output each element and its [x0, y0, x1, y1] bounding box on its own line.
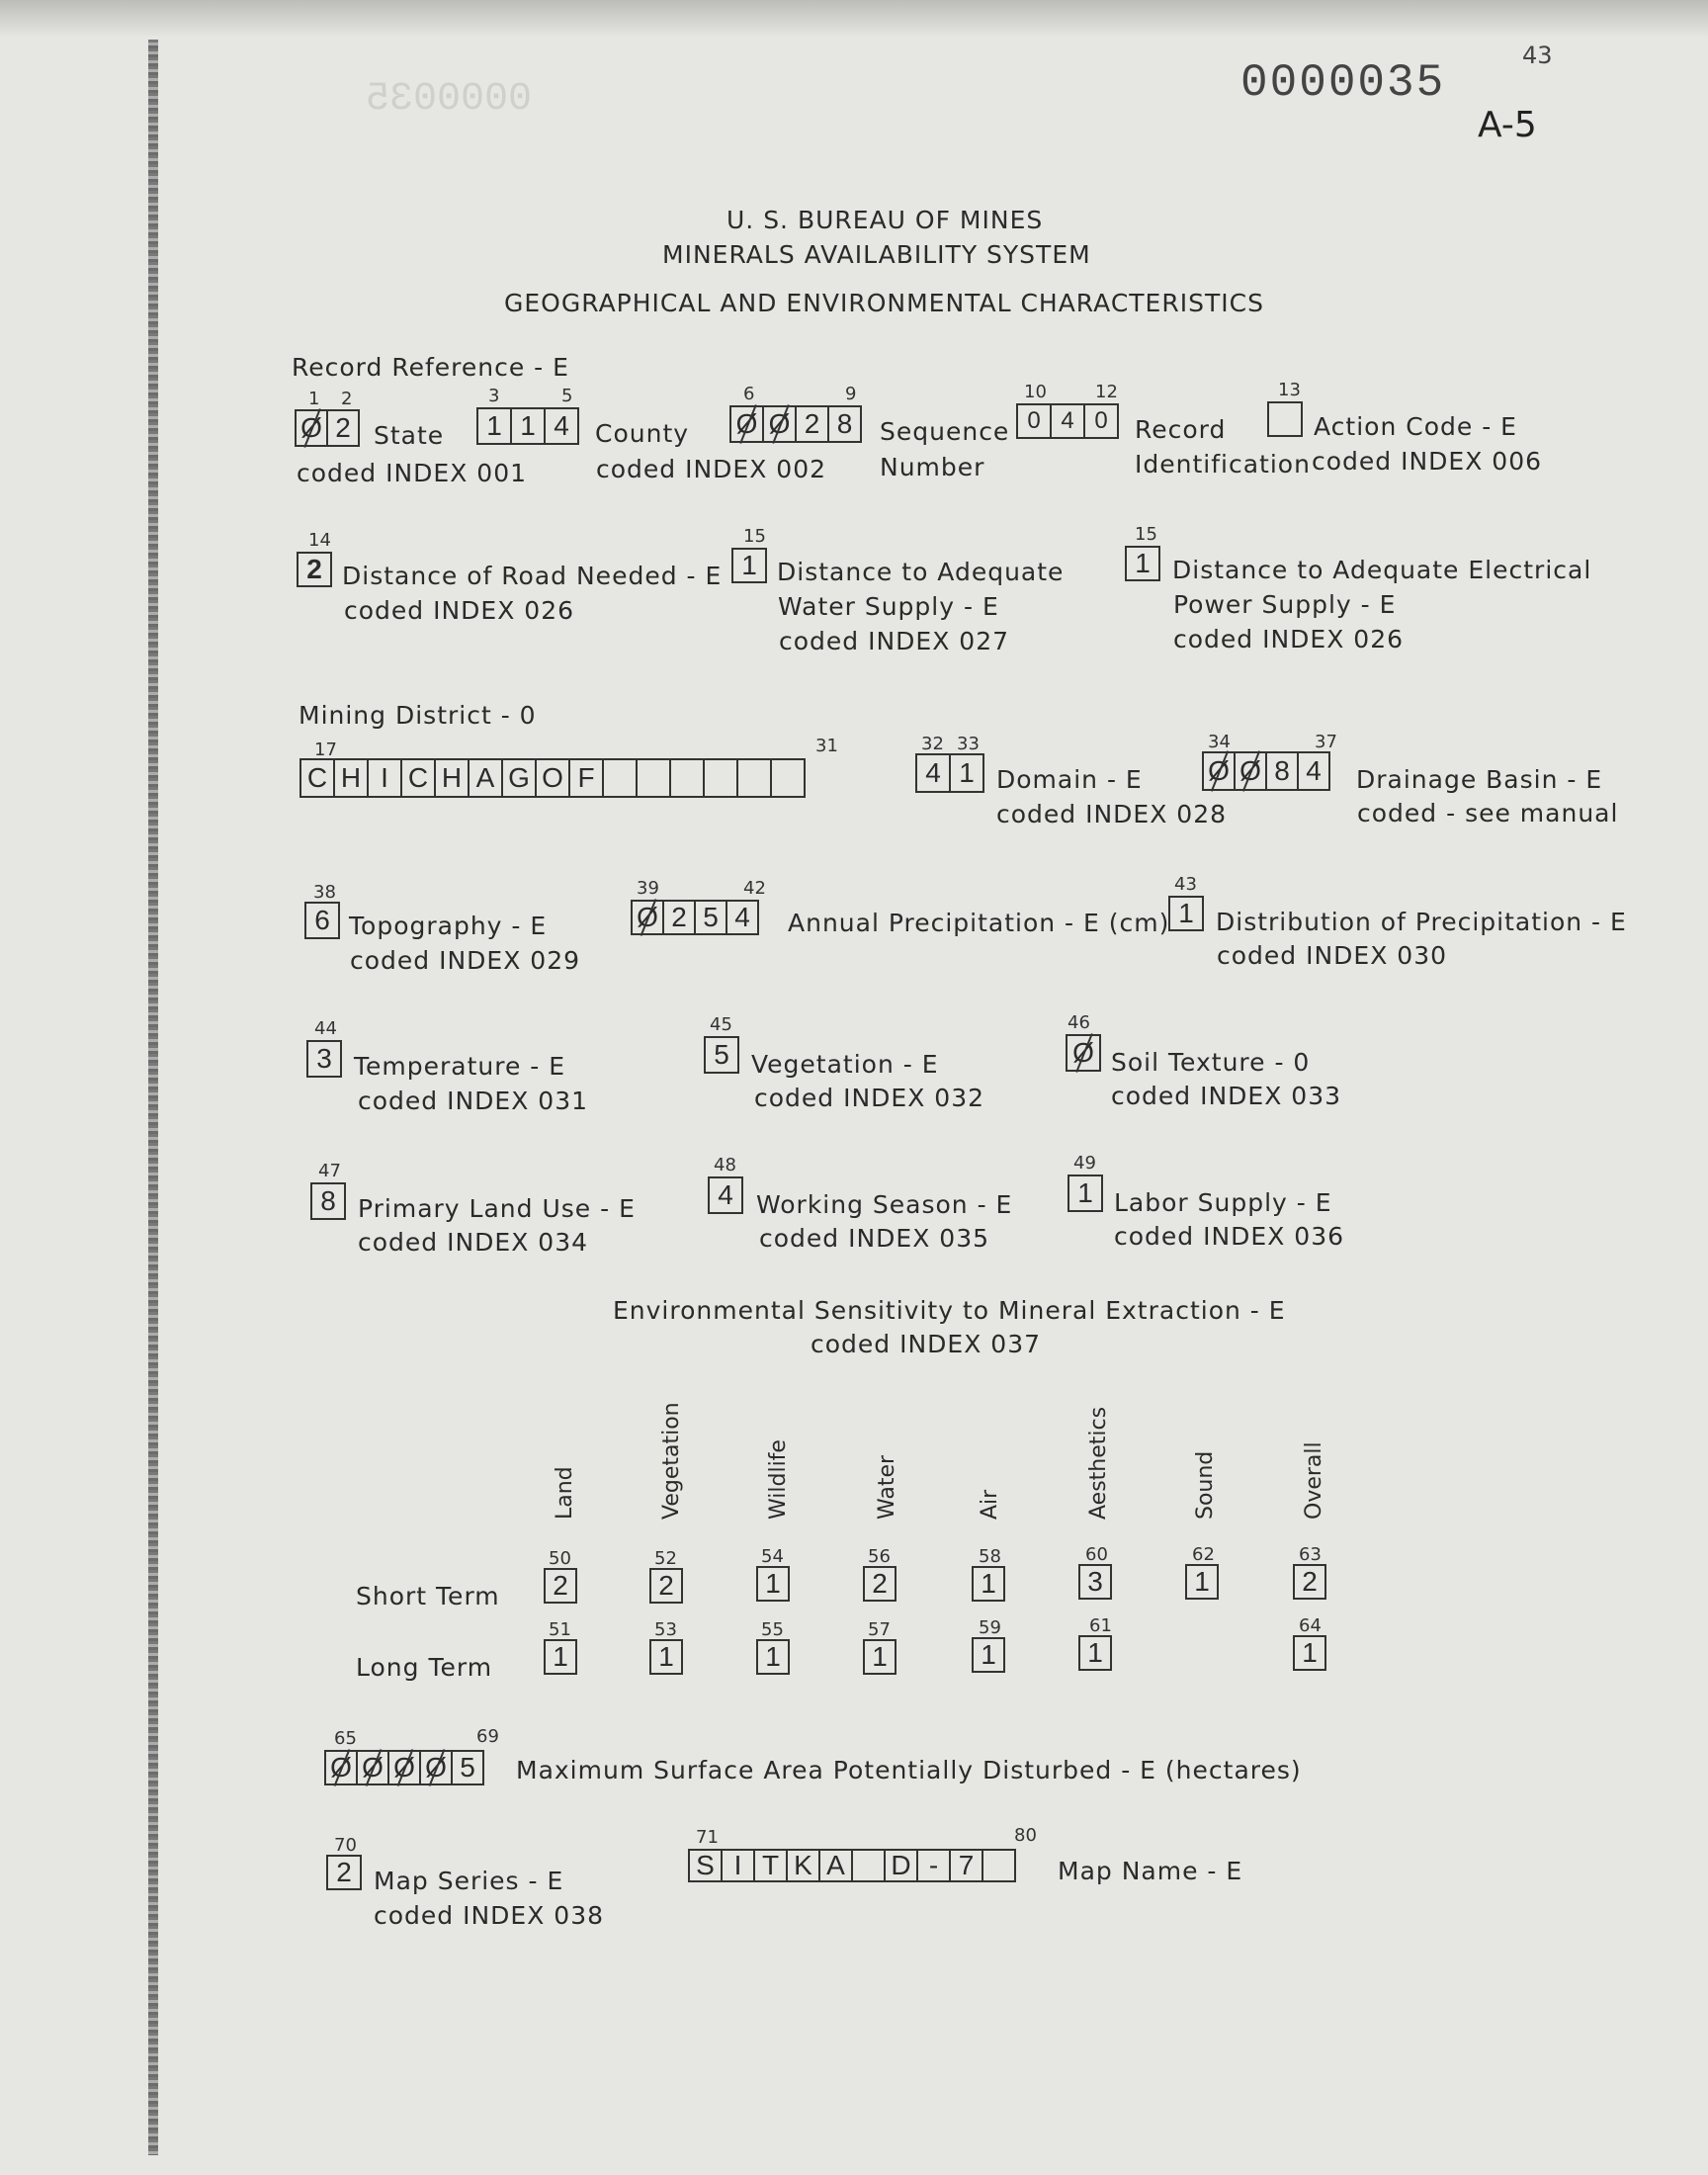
- code-cell: Ø: [1066, 1034, 1101, 1072]
- code-cell: O: [535, 758, 570, 798]
- col-number: 61: [1089, 1615, 1112, 1636]
- col-number: 54: [761, 1546, 784, 1567]
- code-cell: Ø: [1202, 751, 1236, 791]
- col-number: 65: [334, 1728, 357, 1749]
- power-label-2: Power Supply - E: [1173, 590, 1397, 619]
- action-code-label: Action Code - E: [1314, 412, 1517, 441]
- power-sub: coded INDEX 026: [1173, 625, 1405, 653]
- surface-area-boxes: [324, 1750, 484, 1785]
- code-cell: 2: [795, 405, 829, 443]
- sequence-label: Sequence: [880, 417, 1010, 446]
- sensitivity-column-label: Aesthetics: [1086, 1406, 1111, 1520]
- code-cell: 1: [972, 1637, 1005, 1673]
- short-term-box: [544, 1568, 577, 1604]
- state-label: State: [374, 421, 445, 450]
- code-cell: 4: [915, 753, 951, 793]
- code-cell: -: [916, 1849, 951, 1882]
- road-sub: coded INDEX 026: [344, 596, 575, 625]
- sensitivity-column-label: Vegetation: [659, 1402, 684, 1520]
- water-label: Distance to Adequate: [777, 558, 1065, 586]
- code-cell: 8: [310, 1182, 346, 1220]
- col-number: 52: [654, 1548, 677, 1569]
- mining-district-label: Mining District - 0: [299, 701, 537, 730]
- col-number: 64: [1299, 1615, 1322, 1636]
- power-label: Distance to Adequate Electrical: [1172, 556, 1592, 584]
- code-cell: 2: [297, 552, 332, 587]
- col-number: 56: [868, 1546, 891, 1567]
- long-term-box: [649, 1639, 683, 1675]
- county-code-boxes: [476, 407, 579, 445]
- short-term-box: [649, 1568, 683, 1604]
- sensitivity-column-label: Land: [553, 1466, 577, 1520]
- code-cell: 4: [708, 1176, 743, 1214]
- code-cell: 1: [863, 1639, 897, 1675]
- domain-boxes: [915, 753, 984, 793]
- code-cell: [669, 758, 705, 798]
- code-cell: 1: [972, 1566, 1005, 1602]
- col-number: 31: [815, 736, 838, 756]
- col-number: 49: [1073, 1153, 1096, 1174]
- col-number: 51: [549, 1619, 571, 1640]
- code-cell: 4: [1297, 751, 1330, 791]
- distribution-precip-box: [1168, 896, 1204, 931]
- short-term-box: [1078, 1564, 1112, 1600]
- code-cell: 6: [304, 902, 340, 939]
- code-cell: Ø: [324, 1750, 358, 1785]
- col-number: 3: [488, 386, 500, 406]
- code-cell: 0: [1016, 403, 1052, 439]
- action-code-sub: coded INDEX 006: [1312, 447, 1543, 476]
- record-id-boxes: [1016, 403, 1119, 439]
- action-code-box: [1267, 401, 1303, 437]
- code-cell: 1: [731, 548, 767, 583]
- col-number: 43: [1174, 874, 1197, 895]
- working-season-box: [708, 1176, 743, 1214]
- col-number: 71: [696, 1827, 719, 1848]
- temperature-box: [306, 1040, 342, 1078]
- binding-edge: [148, 40, 158, 2155]
- road-label: Distance of Road Needed - E: [342, 562, 723, 590]
- col-number: 58: [979, 1546, 1001, 1567]
- map-series-box: [326, 1855, 362, 1890]
- temperature-sub: coded INDEX 031: [358, 1087, 589, 1115]
- col-number: 46: [1068, 1012, 1090, 1033]
- sequence-sub: Number: [880, 453, 985, 481]
- code-cell: 4: [726, 900, 759, 935]
- col-number: 45: [710, 1014, 732, 1035]
- code-cell: 1: [544, 1639, 577, 1675]
- distribution-precip-label: Distribution of Precipitation - E: [1216, 908, 1627, 936]
- record-label: Record: [1135, 415, 1227, 444]
- code-cell: H: [434, 758, 470, 798]
- col-number: 62: [1192, 1544, 1215, 1565]
- code-cell: D: [884, 1849, 918, 1882]
- water-label-2: Water Supply - E: [778, 592, 999, 621]
- code-cell: 1: [1078, 1635, 1112, 1671]
- form-title: GEOGRAPHICAL AND ENVIRONMENTAL CHARACTERISTICS: [504, 289, 1264, 317]
- col-number: 5: [561, 386, 573, 406]
- col-number: 34: [1208, 732, 1231, 752]
- long-term-box: [863, 1639, 897, 1675]
- temperature-label: Temperature - E: [354, 1052, 566, 1081]
- topography-sub: coded INDEX 029: [350, 946, 581, 975]
- sensitivity-column-label: Wildlife: [766, 1439, 791, 1520]
- land-use-sub: coded INDEX 034: [358, 1228, 589, 1257]
- record-sub: Identification: [1135, 450, 1311, 478]
- code-cell: 2: [326, 1855, 362, 1890]
- code-cell: F: [568, 758, 604, 798]
- document-number-stamp: 0000035: [1240, 57, 1446, 109]
- col-number: 44: [314, 1018, 337, 1039]
- record-reference-label: Record Reference - E: [292, 353, 569, 382]
- road-code-box: [297, 552, 332, 587]
- mining-district-boxes: [299, 758, 806, 798]
- code-cell: S: [688, 1849, 723, 1882]
- code-cell: K: [786, 1849, 820, 1882]
- sensitivity-column-label: Air: [978, 1489, 1002, 1520]
- distribution-precip-sub: coded INDEX 030: [1217, 941, 1448, 970]
- map-name-boxes: [688, 1849, 1016, 1882]
- code-cell: 5: [451, 1750, 484, 1785]
- labor-supply-sub: coded INDEX 036: [1114, 1222, 1345, 1251]
- page-code: A-5: [1478, 105, 1537, 145]
- col-number: 39: [637, 878, 659, 899]
- labor-supply-box: [1068, 1174, 1103, 1212]
- system-heading: MINERALS AVAILABILITY SYSTEM: [662, 240, 1091, 269]
- code-cell: 5: [704, 1036, 739, 1074]
- code-cell: 1: [510, 407, 546, 445]
- col-number: 13: [1278, 380, 1301, 400]
- code-cell: 2: [649, 1568, 683, 1604]
- col-number: 6: [743, 384, 755, 404]
- code-cell: [602, 758, 638, 798]
- code-cell: 8: [1265, 751, 1299, 791]
- col-number: 60: [1085, 1544, 1108, 1565]
- col-number: 14: [308, 530, 331, 551]
- code-cell: 1: [1125, 546, 1160, 581]
- code-cell: [851, 1849, 886, 1882]
- col-number: 63: [1299, 1544, 1322, 1565]
- code-cell: 2: [1293, 1564, 1326, 1600]
- long-term-box: [1078, 1635, 1112, 1671]
- long-term-label: Long Term: [356, 1653, 493, 1682]
- code-cell: 7: [949, 1849, 983, 1882]
- code-cell: 1: [1068, 1174, 1103, 1212]
- col-number: 47: [318, 1161, 341, 1181]
- code-cell: Ø: [356, 1750, 389, 1785]
- code-cell: 8: [827, 405, 862, 443]
- topography-label: Topography - E: [349, 912, 548, 940]
- precipitation-label: Annual Precipitation - E (cm): [788, 909, 1170, 937]
- code-cell: 1: [1168, 896, 1204, 931]
- bleed-through-number: 0000035: [366, 77, 533, 122]
- col-number: 69: [476, 1726, 499, 1747]
- land-use-box: [310, 1182, 346, 1220]
- code-cell: 0: [1083, 403, 1119, 439]
- map-series-label: Map Series - E: [374, 1867, 564, 1895]
- code-cell: C: [299, 758, 335, 798]
- long-term-box: [544, 1639, 577, 1675]
- precipitation-boxes: [631, 900, 759, 935]
- code-cell: [982, 1849, 1016, 1882]
- drainage-basin-boxes: [1202, 751, 1330, 791]
- code-cell: 1: [476, 407, 512, 445]
- map-name-label: Map Name - E: [1058, 1857, 1243, 1885]
- labor-supply-label: Labor Supply - E: [1114, 1188, 1332, 1217]
- col-number: 57: [868, 1619, 891, 1640]
- col-number: 15: [1135, 524, 1157, 545]
- vegetation-label: Vegetation - E: [751, 1050, 939, 1079]
- code-cell: 4: [1050, 403, 1085, 439]
- code-cell: 1: [756, 1639, 790, 1675]
- sensitivity-title: Environmental Sensitivity to Mineral Extraction - E: [613, 1296, 1286, 1325]
- sensitivity-sub: coded INDEX 037: [811, 1330, 1042, 1358]
- scan-top-edge: [0, 0, 1708, 38]
- col-number: 9: [845, 384, 857, 404]
- agency-heading: U. S. BUREAU OF MINES: [726, 206, 1044, 234]
- col-number: 50: [549, 1548, 571, 1569]
- code-cell: 5: [694, 900, 727, 935]
- water-sub: coded INDEX 027: [779, 627, 1010, 655]
- soil-texture-box: [1066, 1034, 1101, 1072]
- state-code-boxes: [295, 409, 360, 447]
- code-cell: H: [333, 758, 369, 798]
- col-number: 17: [314, 740, 337, 760]
- col-number: 1: [308, 389, 320, 409]
- code-cell: [703, 758, 738, 798]
- sensitivity-column-label: Overall: [1302, 1441, 1326, 1520]
- col-number: 10: [1024, 382, 1047, 402]
- col-number: 42: [743, 878, 766, 899]
- working-season-sub: coded INDEX 035: [759, 1224, 990, 1253]
- code-cell: T: [753, 1849, 788, 1882]
- drainage-label: Drainage Basin - E: [1356, 765, 1603, 794]
- col-number: 80: [1014, 1825, 1037, 1846]
- code-cell: G: [501, 758, 537, 798]
- vegetation-box: [704, 1036, 739, 1074]
- code-cell: 1: [1185, 1564, 1219, 1600]
- vegetation-sub: coded INDEX 032: [754, 1084, 985, 1112]
- short-term-box: [1293, 1564, 1326, 1600]
- col-number: 12: [1095, 382, 1118, 402]
- map-series-sub: coded INDEX 038: [374, 1901, 605, 1930]
- code-cell: Ø: [631, 900, 664, 935]
- corner-page-number: 43: [1522, 42, 1553, 69]
- col-number: 32: [921, 734, 944, 754]
- code-cell: [1267, 401, 1303, 437]
- col-number: 55: [761, 1619, 784, 1640]
- code-cell: Ø: [387, 1750, 421, 1785]
- code-cell: Ø: [419, 1750, 453, 1785]
- code-cell: [770, 758, 806, 798]
- sequence-code-boxes: [729, 405, 862, 443]
- code-cell: A: [818, 1849, 853, 1882]
- code-cell: 4: [544, 407, 579, 445]
- col-number: 33: [957, 734, 980, 754]
- code-cell: 2: [326, 409, 360, 447]
- short-term-box: [863, 1566, 897, 1602]
- code-cell: 1: [1293, 1635, 1326, 1671]
- code-cell: Ø: [762, 405, 797, 443]
- state-sub: coded INDEX 001: [297, 459, 528, 487]
- code-cell: I: [721, 1849, 755, 1882]
- short-term-label: Short Term: [356, 1582, 500, 1610]
- code-cell: C: [400, 758, 436, 798]
- short-term-box: [756, 1566, 790, 1602]
- code-cell: [736, 758, 772, 798]
- col-number: 15: [743, 526, 766, 547]
- county-sub: coded INDEX 002: [596, 455, 827, 483]
- county-label: County: [595, 419, 690, 448]
- code-cell: 1: [949, 753, 984, 793]
- col-number: 59: [979, 1617, 1001, 1638]
- topography-box: [304, 902, 340, 939]
- code-cell: Ø: [295, 409, 328, 447]
- sensitivity-column-label: Sound: [1193, 1450, 1218, 1520]
- code-cell: 2: [544, 1568, 577, 1604]
- drainage-sub: coded - see manual: [1357, 799, 1619, 827]
- soil-texture-label: Soil Texture - 0: [1111, 1048, 1311, 1077]
- short-term-box: [972, 1566, 1005, 1602]
- col-number: 53: [654, 1619, 677, 1640]
- code-cell: Ø: [729, 405, 764, 443]
- surface-area-label: Maximum Surface Area Potentially Disturbed - E (hectares): [516, 1756, 1302, 1784]
- code-cell: 1: [649, 1639, 683, 1675]
- code-cell: 1: [756, 1566, 790, 1602]
- col-number: 37: [1315, 732, 1337, 752]
- short-term-box: [1185, 1564, 1219, 1600]
- code-cell: 3: [1078, 1564, 1112, 1600]
- code-cell: Ø: [1234, 751, 1267, 791]
- long-term-box: [756, 1639, 790, 1675]
- sensitivity-column-label: Water: [875, 1454, 899, 1520]
- code-cell: 3: [306, 1040, 342, 1078]
- power-code-box: [1125, 546, 1160, 581]
- col-number: 38: [313, 882, 336, 903]
- col-number: 70: [334, 1835, 357, 1856]
- land-use-label: Primary Land Use - E: [358, 1194, 636, 1223]
- domain-label: Domain - E: [996, 765, 1143, 794]
- code-cell: I: [367, 758, 402, 798]
- code-cell: 2: [662, 900, 696, 935]
- long-term-box: [972, 1637, 1005, 1673]
- domain-sub: coded INDEX 028: [996, 800, 1228, 828]
- code-cell: A: [468, 758, 503, 798]
- soil-texture-sub: coded INDEX 033: [1111, 1082, 1342, 1110]
- code-cell: [636, 758, 671, 798]
- col-number: 48: [714, 1155, 736, 1175]
- working-season-label: Working Season - E: [756, 1190, 1013, 1219]
- col-number: 2: [341, 389, 353, 409]
- long-term-box: [1293, 1635, 1326, 1671]
- code-cell: 2: [863, 1566, 897, 1602]
- water-code-box: [731, 548, 767, 583]
